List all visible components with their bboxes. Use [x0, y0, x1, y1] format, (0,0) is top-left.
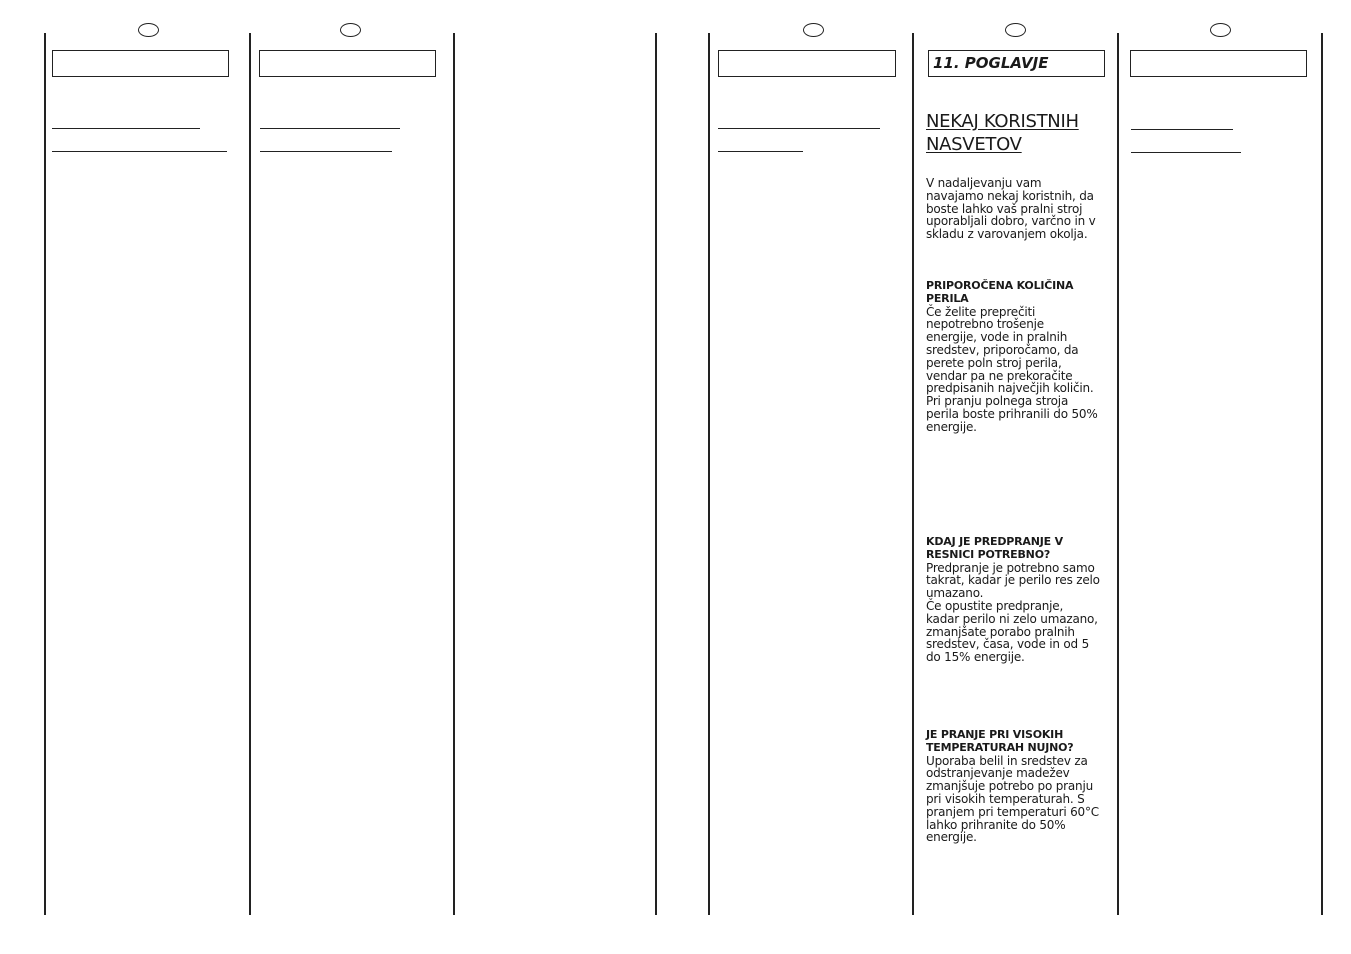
title-underline — [52, 128, 200, 129]
tip-section — [926, 536, 1114, 664]
title-underline — [260, 151, 392, 152]
intro-paragraph — [926, 177, 1114, 241]
language-oval — [138, 23, 159, 37]
column-divider — [44, 33, 46, 915]
column-divider — [708, 33, 710, 915]
text-line: nepotrebno trošenje — [926, 317, 1044, 332]
text-line: umazano. — [926, 586, 984, 601]
text-line: Če želite preprečiti — [926, 304, 1036, 319]
text-line: zmanjšuje potrebo po pranju — [926, 779, 1093, 794]
heading-line: TEMPERATURAH NUJNO? — [926, 740, 1074, 754]
title-underline — [260, 128, 400, 129]
title-underline — [52, 151, 227, 152]
text-line: pranjem pri temperaturi 60°C — [926, 804, 1099, 819]
section-body — [926, 306, 1114, 434]
column-divider — [453, 33, 455, 915]
text-line: Če opustite predpranje, — [926, 598, 1064, 613]
tip-section — [926, 729, 1114, 844]
text-line: energije. — [926, 830, 977, 845]
column-divider — [912, 33, 914, 915]
section-body — [926, 755, 1114, 845]
section-body — [926, 562, 1114, 664]
column-divider — [249, 33, 251, 915]
text-line: zmanjšate porabo pralnih — [926, 624, 1075, 639]
title-underline — [718, 151, 803, 152]
text-line: Pri pranju polnega stroja — [926, 394, 1069, 409]
language-oval — [340, 23, 361, 37]
heading-line: KDAJ JE PREDPRANJE V — [926, 535, 1063, 548]
tip-section — [926, 280, 1114, 434]
section-heading — [926, 280, 1114, 306]
text-line: energije. — [926, 419, 977, 434]
column-divider — [1117, 33, 1119, 915]
heading-line: JE PRANJE PRI VISOKIH — [926, 728, 1064, 741]
title-line: NEKAJ KORISTNIH — [926, 111, 1079, 132]
language-oval — [1005, 23, 1026, 37]
column-divider — [1321, 33, 1323, 915]
text-line: navajamo nekaj koristnih, da — [926, 188, 1094, 203]
title-underline — [718, 128, 880, 129]
text-line: energije, vode in pralnih — [926, 330, 1068, 345]
title-line: NASVETOV — [926, 134, 1022, 155]
title-underline — [1131, 152, 1241, 153]
text-line: V nadaljevanju vam — [926, 176, 1042, 190]
chapter-box — [259, 50, 436, 77]
title-underline — [1131, 129, 1233, 130]
column-divider — [655, 33, 657, 915]
text-line: sredstev, časa, vode in od 5 — [926, 637, 1089, 652]
page-title — [926, 110, 1111, 156]
chapter-box — [52, 50, 229, 77]
chapter-label: 11. POGLAVJE — [933, 54, 1049, 72]
language-oval — [1210, 23, 1231, 37]
text-line: uporabljali dobro, varčno in v — [926, 214, 1096, 229]
text-line: lahko prihranite do 50% — [926, 817, 1066, 832]
text-line: vendar pa ne prekoračite — [926, 368, 1073, 383]
section-heading — [926, 536, 1114, 562]
language-oval — [803, 23, 824, 37]
heading-line: RESNICI POTREBNO? — [926, 547, 1051, 561]
chapter-box — [928, 50, 1105, 77]
chapter-box — [718, 50, 896, 77]
text-line: do 15% energije. — [926, 650, 1025, 665]
text-line: perila boste prihranili do 50% — [926, 406, 1098, 421]
chapter-box — [1130, 50, 1307, 77]
text-line: perete poln stroj perila, — [926, 355, 1062, 370]
text-line: Uporaba belil in sredstev za — [926, 753, 1088, 768]
text-line: predpisanih največjih količin. — [926, 381, 1094, 396]
heading-line: PRIPOROČENA KOLIČINA — [926, 279, 1074, 292]
heading-line: PERILA — [926, 291, 969, 305]
text-line: pri visokih temperaturah. S — [926, 791, 1085, 806]
text-line: skladu z varovanjem okolja. — [926, 227, 1088, 242]
text-line: sredstev, priporočamo, da — [926, 342, 1079, 357]
text-line: Predpranje je potrebno samo — [926, 560, 1095, 575]
text-line: odstranjevanje madežev — [926, 766, 1070, 781]
text-line: takrat, kadar je perilo res zelo — [926, 573, 1100, 588]
text-line: kadar perilo ni zelo umazano, — [926, 611, 1098, 626]
text-line: boste lahko vaš pralni stroj — [926, 201, 1083, 216]
section-heading — [926, 729, 1114, 755]
